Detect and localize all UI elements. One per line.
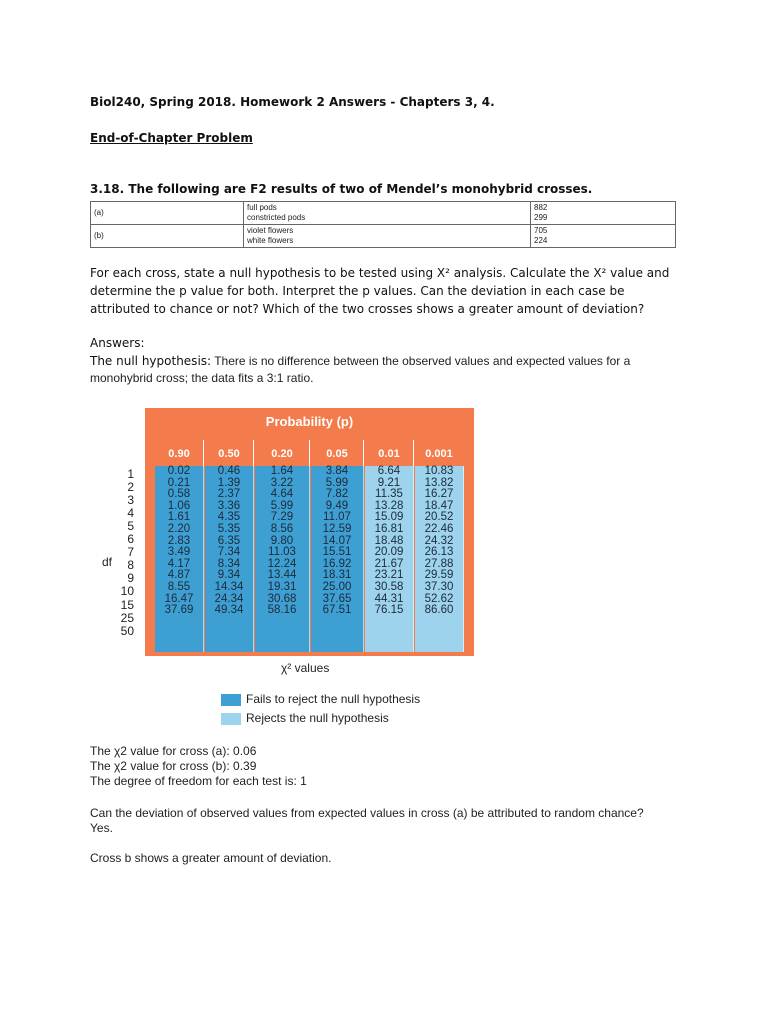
chi-value-cell: 4.17 — [167, 557, 191, 570]
chi-value-cell: 29.59 — [424, 569, 454, 582]
chi-value-cell: 14.07 — [322, 534, 352, 547]
header-separator — [309, 440, 310, 466]
chi-value-cell: 9.80 — [270, 534, 294, 547]
document-title: Biol240, Spring 2018. Homework 2 Answers - Chapters 3, 4. — [90, 95, 495, 109]
chi-value-cell: 0.21 — [167, 476, 191, 489]
degrees-of-freedom: The degree of freedom for each test is: 1 — [90, 774, 307, 788]
chi-value-cell: 3.84 — [325, 465, 349, 477]
chi-value-cell: 16.81 — [374, 522, 404, 535]
chi-value-cell: 5.99 — [270, 499, 294, 512]
df-value: 2 — [127, 480, 134, 495]
df-value: 1 — [127, 467, 134, 481]
probability-header-0.50: 0.50 — [218, 448, 240, 460]
chi-value-cell: 0.46 — [217, 465, 241, 477]
chi-results — [90, 744, 307, 789]
count-cell — [531, 202, 676, 225]
chi-value-cell: 9.34 — [217, 569, 241, 582]
chi-value-cell: 8.34 — [217, 557, 241, 570]
chi-value-cell: 2.37 — [217, 488, 241, 501]
phenotype-cell — [244, 225, 531, 248]
phenotype-cell — [244, 202, 531, 225]
chi-value-cell: 21.67 — [374, 557, 404, 570]
chi-value-cell: 37.65 — [322, 592, 352, 605]
chance-question-text: Can the deviation of observed values from expected values in cross (a) be attributed to random chance? — [90, 806, 644, 820]
df-label: df — [102, 555, 113, 569]
answers-label: Answers: — [90, 336, 145, 350]
chi-value-cell: 18.47 — [424, 499, 454, 512]
chi-value-cell: 9.21 — [377, 476, 401, 489]
chi-value-cell: 52.62 — [424, 592, 454, 605]
df-value: 25 — [120, 610, 134, 625]
chi-value-cell: 24.32 — [424, 534, 454, 547]
chi-value-b: The χ2 value for cross (b): 0.39 — [90, 759, 257, 773]
header-separator — [413, 440, 414, 466]
chi-value-cell: 7.34 — [217, 546, 241, 559]
chi-value-cell: 4.64 — [270, 488, 294, 501]
null-hypothesis-text: There is no difference between the observed values and expected values for a monohybrid cross; the data fits a 3:1 ratio. — [90, 354, 631, 385]
df-value: 50 — [120, 623, 134, 638]
chi-value-cell: 22.46 — [424, 522, 454, 535]
probability-header-0.90: 0.90 — [168, 448, 190, 460]
chi-column-0.01 — [365, 466, 414, 652]
cross-label: (a) — [91, 202, 244, 225]
chi-value-cell: 11.35 — [375, 488, 403, 501]
chi-value-cell: 11.07 — [323, 511, 351, 524]
chi-value-cell: 8.55 — [167, 580, 191, 593]
chi-value-cell: 30.68 — [267, 592, 297, 605]
df-value: 9 — [127, 571, 134, 586]
chi-column-0.20 — [255, 466, 310, 652]
null-hypothesis-label: The null hypothesis: — [90, 354, 212, 368]
chi-value-cell: 15.09 — [374, 511, 404, 524]
chi-value-cell: 1.64 — [270, 465, 294, 477]
chi-value-cell: 16.27 — [424, 488, 454, 501]
df-value: 3 — [127, 493, 134, 508]
chi-value-cell: 13.44 — [267, 569, 297, 582]
count: 299 — [534, 213, 548, 222]
chi-column-0.001 — [415, 466, 464, 652]
chi-value-cell: 23.21 — [374, 569, 404, 582]
chi-value-cell: 44.31 — [374, 592, 404, 605]
df-value: 5 — [127, 519, 134, 534]
question-text: For each cross, state a null hypothesis to be tested using X² analysis. Calculate the X² value and determine the p value for both. Interpret the p values. Can the deviation in each case be attributed to chance or not? Which of the two crosses shows a greater amount of deviation? — [90, 266, 670, 316]
df-value: 10 — [120, 584, 134, 599]
phenotype: white flowers — [247, 236, 294, 245]
chi-column-0.05 — [311, 466, 364, 652]
chi-value-cell: 12.59 — [322, 522, 352, 535]
chi-value-cell: 15.51 — [322, 546, 352, 559]
header-separator — [253, 440, 254, 466]
table-row — [91, 225, 676, 248]
legend-reject: Rejects the null hypothesis — [246, 711, 389, 725]
df-value: 6 — [127, 532, 134, 547]
chi-value-cell: 7.29 — [270, 511, 294, 524]
probability-title: Probability (p) — [265, 414, 354, 429]
probability-header-0.01: 0.01 — [378, 448, 400, 460]
x-axis-label: χ² values — [281, 661, 330, 675]
chi-value-cell: 3.22 — [270, 476, 294, 489]
chi-value-cell: 7.82 — [325, 488, 349, 501]
chi-value-cell: 37.69 — [164, 604, 194, 617]
chi-value-cell: 27.88 — [424, 557, 454, 570]
chi-value-cell: 2.83 — [167, 534, 191, 547]
chi-value-cell: 16.47 — [164, 592, 194, 605]
chi-value-cell: 5.35 — [217, 522, 241, 535]
probability-header-0.05: 0.05 — [326, 448, 348, 460]
chance-answer: Yes. — [90, 821, 113, 835]
chi-value-cell: 30.58 — [374, 580, 404, 593]
chi-value-cell: 86.60 — [424, 604, 454, 617]
chi-value-cell: 16.92 — [322, 557, 352, 570]
chi-value-cell: 18.31 — [322, 569, 352, 582]
df-value: 4 — [127, 506, 134, 521]
chi-value-cell: 13.28 — [374, 499, 404, 512]
chi-value-cell: 0.02 — [167, 465, 191, 477]
chi-value-cell: 11.03 — [268, 546, 296, 559]
df-value: 15 — [120, 597, 134, 612]
chi-value-cell: 13.82 — [424, 476, 454, 489]
chi-value-cell: 4.87 — [167, 569, 191, 582]
f2-results-table — [90, 201, 676, 248]
chi-value-cell: 5.99 — [325, 476, 349, 489]
chi-value-cell: 2.20 — [167, 522, 191, 535]
header-separator — [363, 440, 364, 466]
phenotype: full pods — [247, 203, 277, 212]
chi-value-cell: 19.31 — [267, 580, 297, 593]
chi-value-cell: 37.30 — [424, 580, 454, 593]
chi-value-a: The χ2 value for cross (a): 0.06 — [90, 744, 257, 758]
chi-value-cell: 1.39 — [217, 476, 241, 489]
fail-swatch — [221, 694, 241, 706]
chi-value-cell: 10.83 — [424, 465, 454, 477]
chi-value-cell: 24.34 — [214, 592, 244, 605]
chi-value-cell: 9.49 — [325, 499, 349, 512]
chi-value-cell: 20.09 — [374, 546, 404, 559]
chi-value-cell: 76.15 — [374, 604, 404, 617]
phenotype: violet flowers — [247, 226, 294, 235]
chi-column-0.50 — [205, 466, 254, 652]
probability-header-0.001: 0.001 — [425, 448, 453, 460]
chi-value-cell: 18.48 — [374, 534, 404, 547]
chi-value-cell: 26.13 — [424, 546, 454, 559]
chi-column-0.90 — [155, 466, 204, 652]
chi-value-cell: 3.36 — [217, 499, 241, 512]
problem-statement: 3.18. The following are F2 results of two of Mendel’s monohybrid crosses. — [90, 182, 593, 196]
cross-label: (b) — [91, 225, 244, 248]
df-value: 7 — [127, 545, 134, 560]
chi-value-cell: 20.52 — [424, 511, 454, 524]
chi-value-cell: 67.51 — [322, 604, 352, 617]
chi-value-cell: 12.24 — [267, 557, 297, 570]
null-hypothesis — [90, 352, 690, 386]
chi-value-cell: 3.49 — [167, 546, 191, 559]
table-row — [91, 202, 676, 225]
chi-value-cell: 1.61 — [167, 511, 191, 524]
chi-square-table — [145, 408, 474, 656]
probability-header-0.20: 0.20 — [271, 448, 293, 460]
chi-value-cell: 6.35 — [217, 534, 241, 547]
count: 882 — [534, 203, 548, 212]
header-separator — [203, 440, 204, 466]
count: 224 — [534, 236, 548, 245]
chi-value-cell: 4.35 — [217, 511, 241, 524]
chi-value-cell: 25.00 — [322, 580, 352, 593]
chi-value-cell: 58.16 — [267, 604, 297, 617]
legend-fail: Fails to reject the null hypothesis — [246, 692, 421, 706]
chi-value-cell: 6.64 — [377, 465, 401, 477]
count-cell — [531, 225, 676, 248]
section-heading: End-of-Chapter Problem — [90, 131, 253, 145]
conclusion: Cross b shows a greater amount of deviation. — [90, 851, 332, 865]
df-value: 8 — [127, 558, 134, 573]
chi-value-cell: 0.58 — [167, 488, 191, 501]
reject-swatch — [221, 713, 241, 725]
chance-question — [90, 806, 690, 836]
chi-value-cell: 1.06 — [167, 499, 191, 512]
chi-value-cell: 14.34 — [214, 580, 244, 593]
chi-value-cell: 8.56 — [270, 522, 294, 535]
count: 705 — [534, 226, 548, 235]
phenotype: constricted pods — [247, 213, 306, 222]
chi-value-cell: 49.34 — [214, 604, 244, 617]
